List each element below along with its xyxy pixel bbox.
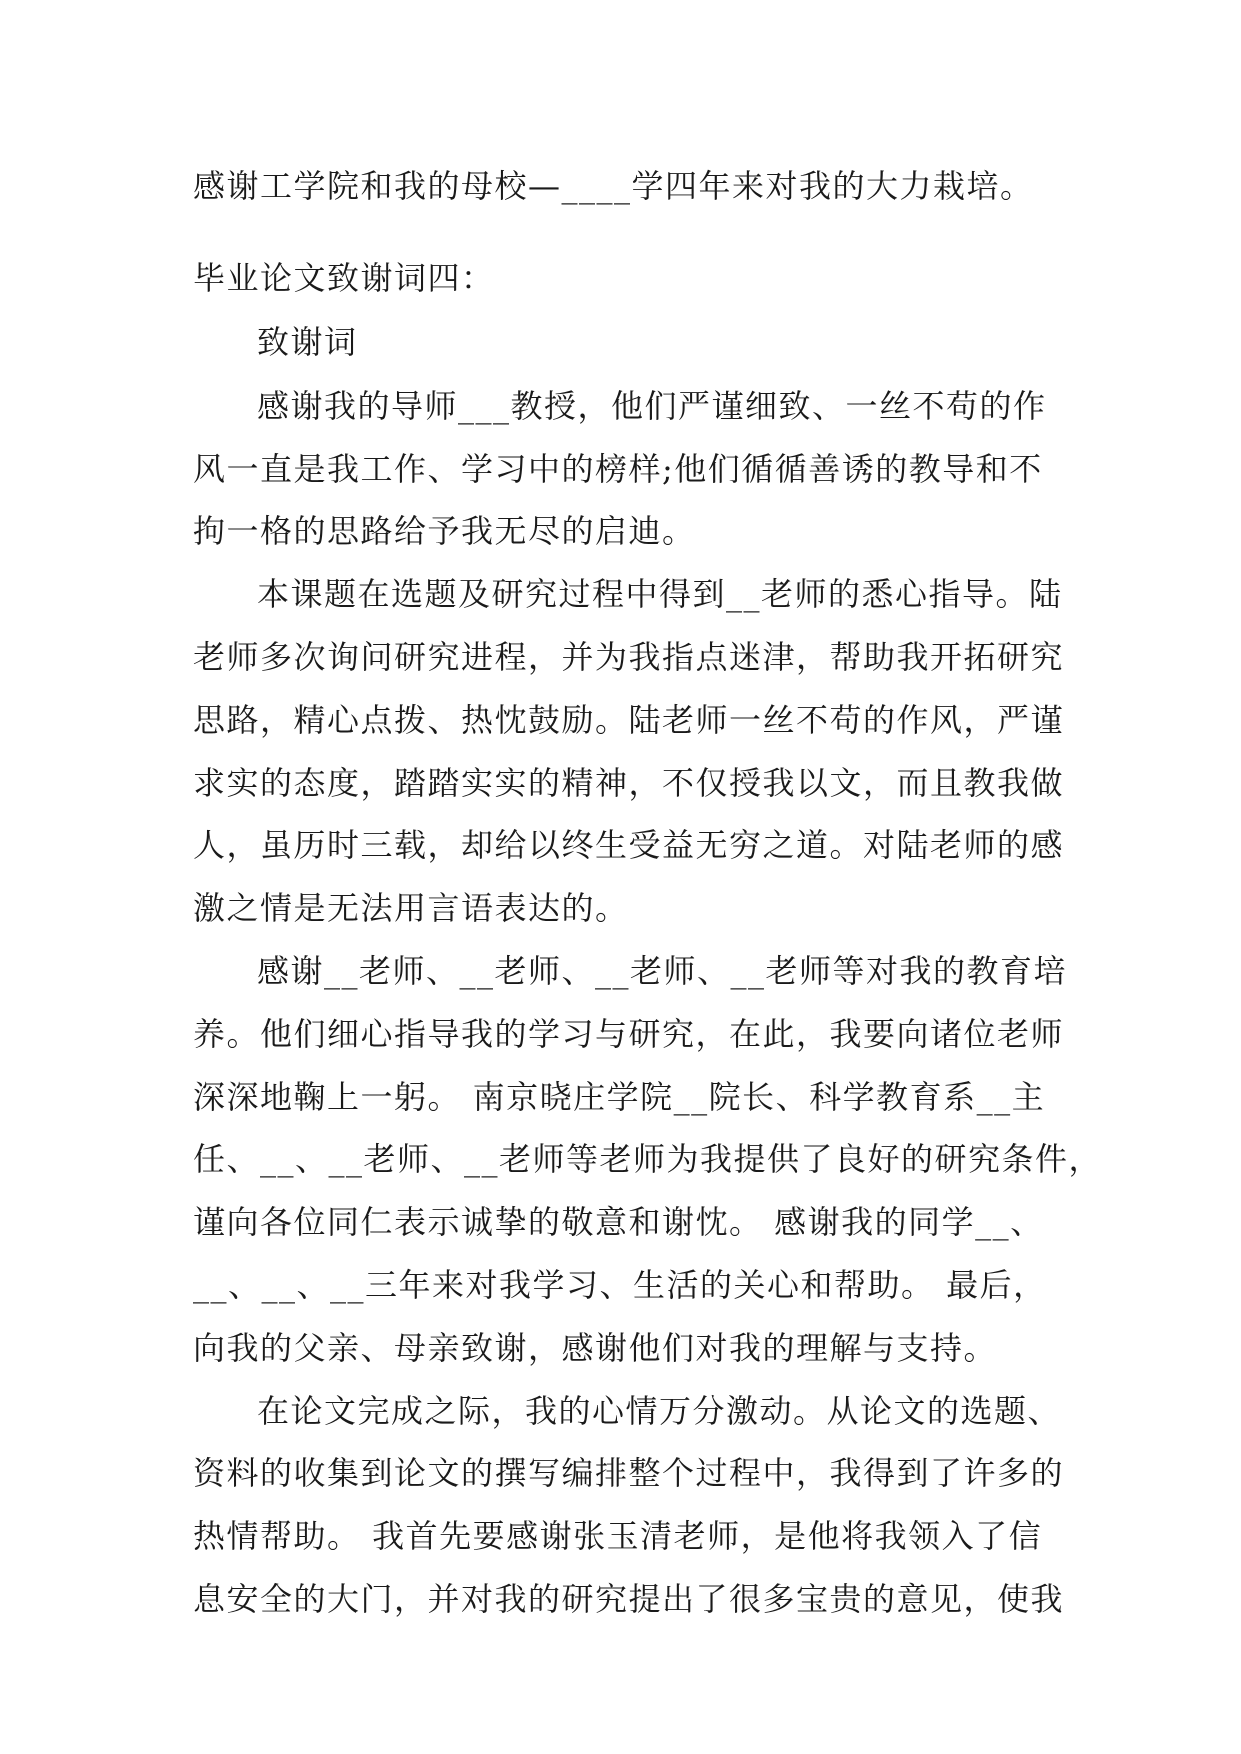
text-line: 息安全的大门，并对我的研究提出了很多宝贵的意见，使我 (193, 1580, 1065, 1618)
text-line: 感谢__老师、__老师、__老师、__老师等对我的教育培 (257, 952, 1068, 990)
text-line: 在论文完成之际，我的心情万分激动。从论文的选题、 (257, 1392, 1062, 1430)
subheading: 致谢词 (257, 323, 358, 361)
text-line: 感谢我的导师___教授，他们严谨细致、一丝不苟的作 (257, 387, 1047, 425)
text-line: 感谢工学院和我的母校—____学四年来对我的大力栽培。 (193, 167, 1034, 205)
text-line: 求实的态度，踏踏实实的精神，不仅授我以文，而且教我做 (193, 764, 1065, 802)
text-line: 谨向各位同仁表示诚挚的敬意和谢忱。 感谢我的同学__、 (193, 1203, 1044, 1241)
text-line: 激之情是无法用言语表达的。 (193, 889, 629, 927)
text-line: 老师多次询问研究进程，并为我指点迷津，帮助我开拓研究 (193, 638, 1065, 676)
text-line: 风一直是我工作、学习中的榜样;他们循循善诱的教导和不 (193, 450, 1043, 488)
text-line: 向我的父亲、母亲致谢，感谢他们对我的理解与支持。 (193, 1329, 998, 1367)
text-line: 本课题在选题及研究过程中得到__老师的悉心指导。陆 (257, 575, 1063, 613)
text-line: 热情帮助。 我首先要感谢张玉清老师，是他将我领入了信 (193, 1517, 1043, 1555)
text-line: 人，虽历时三载，却给以终生受益无穷之道。对陆老师的感 (193, 826, 1065, 864)
text-line: 养。他们细心指导我的学习与研究，在此，我要向诸位老师 (193, 1015, 1065, 1053)
text-line: __、__、__三年来对我学习、生活的关心和帮助。 最后， (193, 1266, 1047, 1304)
text-line: 思路，精心点拨、热忱鼓励。陆老师一丝不苟的作风，严谨 (193, 701, 1065, 739)
text-line: 拘一格的思路给予我无尽的启迪。 (193, 512, 696, 550)
text-line: 资料的收集到论文的撰写编排整个过程中，我得到了许多的 (193, 1454, 1065, 1492)
text-line: 深深地鞠上一躬。 南京晓庄学院__院长、科学教育系__主 (193, 1078, 1046, 1116)
section-heading: 毕业论文致谢词四： (193, 259, 495, 297)
text-line: 任、__、__老师、__老师等老师为我提供了良好的研究条件， (193, 1140, 1103, 1178)
